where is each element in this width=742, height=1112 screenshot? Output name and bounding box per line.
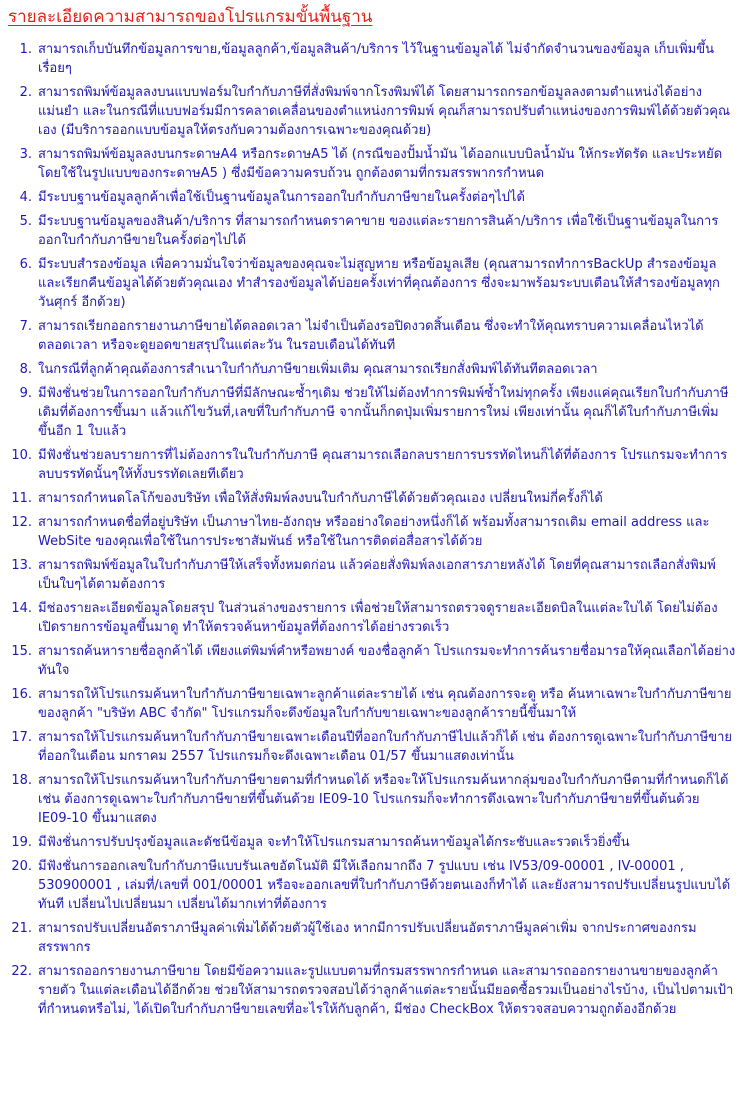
list-item-number: 21. xyxy=(11,921,32,936)
list-item-text: สามารถพิมพ์ข้อมูลในใบกำกับภาษีให้เสร็จทั้งหมดก่อน แล้วค่อยสั่งพิมพ์ลงเอกสารภายหลังได้ โดยที่คุณสามารถเลือกสั่งพิมพ์เป็นใบๆได้ตามต้องการ xyxy=(38,558,716,592)
list-item xyxy=(6,40,736,78)
list-item-text: สามารถให้โปรแกรมค้นหาใบกำกับภาษีขายเฉพาะเดือนปีที่ออกใบกำกับภาษีไปแล้วก็ได้ เช่น ต้องการดูเฉพาะใบกำกับภาษีขาย ที่ออกในเดือน มกราคม 2557 โปรแกรมก็จะดึงเฉพาะเดือน 01/57 ขึ้นมาแสดงเท่านั้น xyxy=(38,730,733,764)
list-item-number: 7. xyxy=(19,319,32,334)
list-item-text: ในกรณีที่ลูกค้าคุณต้องการสำเนาใบกำกับภาษีขายเพิ่มเติม คุณสามารถเรียกสั่งพิมพ์ได้ทันทีตลอดเวลา xyxy=(38,362,598,377)
list-item xyxy=(6,962,736,1019)
list-item xyxy=(6,919,736,957)
list-item-text: สามารถให้โปรแกรมค้นหาใบกำกับภาษีขายเฉพาะลูกค้าแต่ละรายได้ เช่น คุณต้องการจะดู หรือ ค้นหาเฉพาะใบกำกับภาษีขายของลูกค้า "บริษัท ABC จำกัด" โปรแกรมก็จะดึงข้อมูลใบกำกับขายเฉพาะของลูกค้ารายนี้ขึ้นมาให้ xyxy=(38,687,732,721)
list-item-number: 13. xyxy=(11,558,32,573)
list-item-number: 15. xyxy=(11,644,32,659)
list-item-text: สามารถกำหนดชื่อที่อยู่บริษัท เป็นภาษาไทย-อังกฤษ หรืออย่างใดอย่างหนึ่งก็ได้ พร้อมทั้งสามารถเติม email address และ WebSite ของคุณเพื่อใช้ในการประชาสัมพันธ์ หรือใช้ในการติดต่อสื่อสารได้ด้วย xyxy=(38,515,710,549)
list-item-text: มีฟังชั่นการปรับปรุงข้อมูลและดัชนีข้อมูล จะทำให้โปรแกรมสามารถค้นหาข้อมูลได้กระชับและรวดเร็วยิ่งขึ้น xyxy=(38,835,630,850)
list-item-text: สามารถเรียกออกรายงานภาษีขายได้ตลอดเวลา ไม่จำเป็นต้องรอปิดงวดสิ้นเดือน ซึ่งจะทำให้คุณทราบความเคลื่อนไหวได้ตลอดเวลา หรือจะดูยอดขายสรุปในแต่ละวัน ในรอบเดือนได้ทันที xyxy=(38,319,704,353)
list-item-text: มีช่องรายละเอียดข้อมูลโดยสรุป ในส่วนล่างของรายการ เพื่อช่วยให้สามารถตรวจดูรายละเอียดบิลในแต่ละใบได้ โดยไม่ต้องเปิดรายการข้อมูลขึ้นมาดู ทำให้ตรวจค้นหาข้อมูลที่ต้องการได้อย่างรวดเร็ว xyxy=(38,601,718,635)
list-item-text: สามารถปรับเปลี่ยนอัตราภาษีมูลค่าเพิ่มได้ด้วยตัวผู้ใช้เอง หากมีการปรับเปลี่ยนอัตราภาษีมูลค่าเพิ่ม จากประกาศของกรมสรรพากร xyxy=(38,921,697,955)
list-item-number: 2. xyxy=(19,85,32,100)
list-item-number: 11. xyxy=(11,491,32,506)
list-item-number: 14. xyxy=(11,601,32,616)
list-item xyxy=(6,317,736,355)
list-item-number: 10. xyxy=(11,448,32,463)
list-item xyxy=(6,83,736,140)
list-item-text: สามารถพิมพ์ข้อมูลลงบนแบบฟอร์มใบกำกับภาษีที่สั่งพิมพ์จากโรงพิมพ์ได้ โดยสามารถกรอกข้อมูลลงตามตำแหน่งได้อย่างแม่นยำ และในกรณีที่แบบฟอร์มมีการคลาดเคลื่อนของตำแหน่งการพิมพ์ คุณก็สามารถปรับตำแหน่งของการพิมพ์ได้ด้วยตัวคุณเอง (มีบริการออกแบบข้อมูลให้ตรงกับความต้องการเฉพาะของคุณด้วย) xyxy=(38,85,731,138)
list-item xyxy=(6,489,736,508)
list-item-number: 4. xyxy=(19,190,32,205)
list-item xyxy=(6,857,736,914)
list-item xyxy=(6,728,736,766)
list-item-number: 12. xyxy=(11,515,32,530)
list-item xyxy=(6,642,736,680)
list-item xyxy=(6,771,736,828)
list-item-text: มีระบบสำรองข้อมูล เพื่อความมั่นใจว่าข้อมูลของคุณจะไม่สูญหาย หรือข้อมูลเสีย (คุณสามารถทำการBackUp สำรองข้อมูลและเรียกคืนข้อมูลได้ด้วยตัวคุณเอง ทำสำรองข้อมูลได้บ่อยครั้งเท่าที่คุณต้องการ ซึ่งจะมาพร้อมระบบเตือนให้สำรองข้อมูลทุกวันศุกร์ อีกด้วย) xyxy=(38,257,720,310)
list-item-text: มีฟังชั่นการออกเลขใบกำกับภาษีแบบรันเลขอัตโนมัติ มีให้เลือกมากถึง 7 รูปแบบ เช่น IV53/09-00001 , IV-00001 , 530900001 , เล่มที่/เลขที่ 001/00001 หรือจะออกเลขที่ใบกำกับภาษีด้วยตนเองก็ทำได้ และยังสามารถปรับเปลี่ยนรูปแบบได้ทันที เปลี่ยนไปเปลี่ยนมา เปลี่ยนได้มากเท่าที่ต้องการ xyxy=(38,859,731,912)
list-item-text: สามารถกำหนดโลโก้ของบริษัท เพื่อให้สั่งพิมพ์ลงบนใบกำกับภาษีได้ด้วยตัวคุณเอง เปลี่ยนใหม่กี่ครั้งก็ได้ xyxy=(38,491,603,506)
list-item xyxy=(6,833,736,852)
list-item-text: มีฟังชั่นช่วยในการออกใบกำกับภาษีที่มีลักษณะซ้ำๆเดิม ช่วยให้ไม่ต้องทำการพิมพ์ซ้ำใหม่ทุกครั้ง เพียงแค่คุณเรียกใบกำกับภาษีเดิมที่ต้องการขึ้นมา แล้วแก้ไขวันที่,เลขที่ใบกำกับภาษี จากนั้นก็กดปุ่มเพิ่มรายการใหม่ เพียงเท่านั้น คุณก็ได้ใบกำกับภาษีเพิ่มขึ้นอีก 1 ใบแล้ว xyxy=(38,386,729,439)
list-item-text: สามารถออกรายงานภาษีขาย โดยมีข้อความและรูปแบบตามที่กรมสรรพากรกำหนด และสามารถออกรายงานขายของลูกค้ารายตัว ในแต่ละเดือนได้อีกด้วย ช่วยให้สามารถตรวจสอบได้ว่าลูกค้าแต่ละรายนั้นมียอดซื้อรวมเป็นอย่างไรบ้าง, เป็นไปตามเป้าที่กำหนดหรือไม่, ได้เปิดใบกำกับภาษีขายเลขที่อะไรให้กับลูกค้า, มีช่อง CheckBox ให้ตรวจสอบความถูกต้องอีกด้วย xyxy=(38,964,734,1017)
list-item xyxy=(6,188,736,207)
list-item-text: สามารถให้โปรแกรมค้นหาใบกำกับภาษีขายตามที่กำหนดได้ หรือจะให้โปรแกรมค้นหากลุ่มของใบกำกับภาษีตามที่กำหนดก็ได้ เช่น ต้องการดูเฉพาะใบกำกับภาษีขายที่ขึ้นต้นด้วย IE09-10 โปรแกรมก็จะทำการดึงเฉพาะใบกำกับภาษีขายที่ขึ้นต้นด้วย IE09-10 ขึ้นมาแสดง xyxy=(38,773,729,826)
list-item xyxy=(6,685,736,723)
list-item xyxy=(6,212,736,250)
list-item xyxy=(6,255,736,312)
list-item xyxy=(6,384,736,441)
list-item-number: 3. xyxy=(19,147,32,162)
list-item-number: 19. xyxy=(11,835,32,850)
list-item xyxy=(6,513,736,551)
list-item xyxy=(6,446,736,484)
list-item xyxy=(6,145,736,183)
list-item xyxy=(6,556,736,594)
list-item-number: 22. xyxy=(11,964,32,979)
list-item-text: มีฟังชั่นช่วยลบรายการที่ไม่ต้องการในใบกำกับภาษี คุณสามารถเลือกลบรายการบรรทัดไหนก็ได้ที่ต้องการ โปรแกรมจะทำการลบบรรทัดนั้นๆให้ทั้งบรรทัดเลยทีเดียว xyxy=(38,448,728,482)
list-item xyxy=(6,599,736,637)
feature-list xyxy=(6,40,736,1019)
list-item-number: 5. xyxy=(19,214,32,229)
list-item-number: 9. xyxy=(19,386,32,401)
list-item xyxy=(6,360,736,379)
list-item-number: 6. xyxy=(19,257,32,272)
list-item-number: 8. xyxy=(19,362,32,377)
page-title: รายละเอียดความสามารถของโปรแกรมขั้นพื้นฐาน xyxy=(8,7,373,27)
list-item-number: 18. xyxy=(11,773,32,788)
list-item-text: มีระบบฐานข้อมูลของสินค้า/บริการ ที่สามารถกำหนดราคาขาย ของแต่ละรายการสินค้า/บริการ เพื่อใช้เป็นฐานข้อมูลในการออกใบกำกับภาษีขายในครั้งต่อๆไปได้ xyxy=(38,214,719,248)
list-item-text: สามารถค้นหารายชื่อลูกค้าได้ เพียงแต่พิมพ์คำหรือพยางค์ ของชื่อลูกค้า โปรแกรมจะทำการค้นรายชื่อมารอให้คุณเลือกได้อย่างทันใจ xyxy=(38,644,736,678)
list-item-text: สามารถเก็บบันทึกข้อมูลการขาย,ข้อมูลลูกค้า,ข้อมูลสินค้า/บริการ ไว้ในฐานข้อมูลได้ ไม่จำกัดจำนวนของข้อมูล เก็บเพิ่มขึ้นเรื่อยๆ xyxy=(38,42,714,76)
list-item-number: 16. xyxy=(11,687,32,702)
list-item-text: มีระบบฐานข้อมูลลูกค้าเพื่อใช้เป็นฐานข้อมูลในการออกใบกำกับภาษีขายในครั้งต่อๆไปได้ xyxy=(38,190,525,205)
list-item-number: 1. xyxy=(19,42,32,57)
list-item-number: 17. xyxy=(11,730,32,745)
list-item-text: สามารถพิมพ์ข้อมูลลงบนกระดาษA4 หรือกระดาษA5 ได้ (กรณีของปั้มน้ำมัน ได้ออกแบบบิลน้ำมัน ให้กระทัดรัด และประหยัด โดยใช้ในรูปแบบของกระดาษA5 ) ซึ่งมีข้อความครบถ้วน ถูกต้องตามที่กรมสรรพากรกำหนด xyxy=(38,147,723,181)
list-item-number: 20. xyxy=(11,859,32,874)
